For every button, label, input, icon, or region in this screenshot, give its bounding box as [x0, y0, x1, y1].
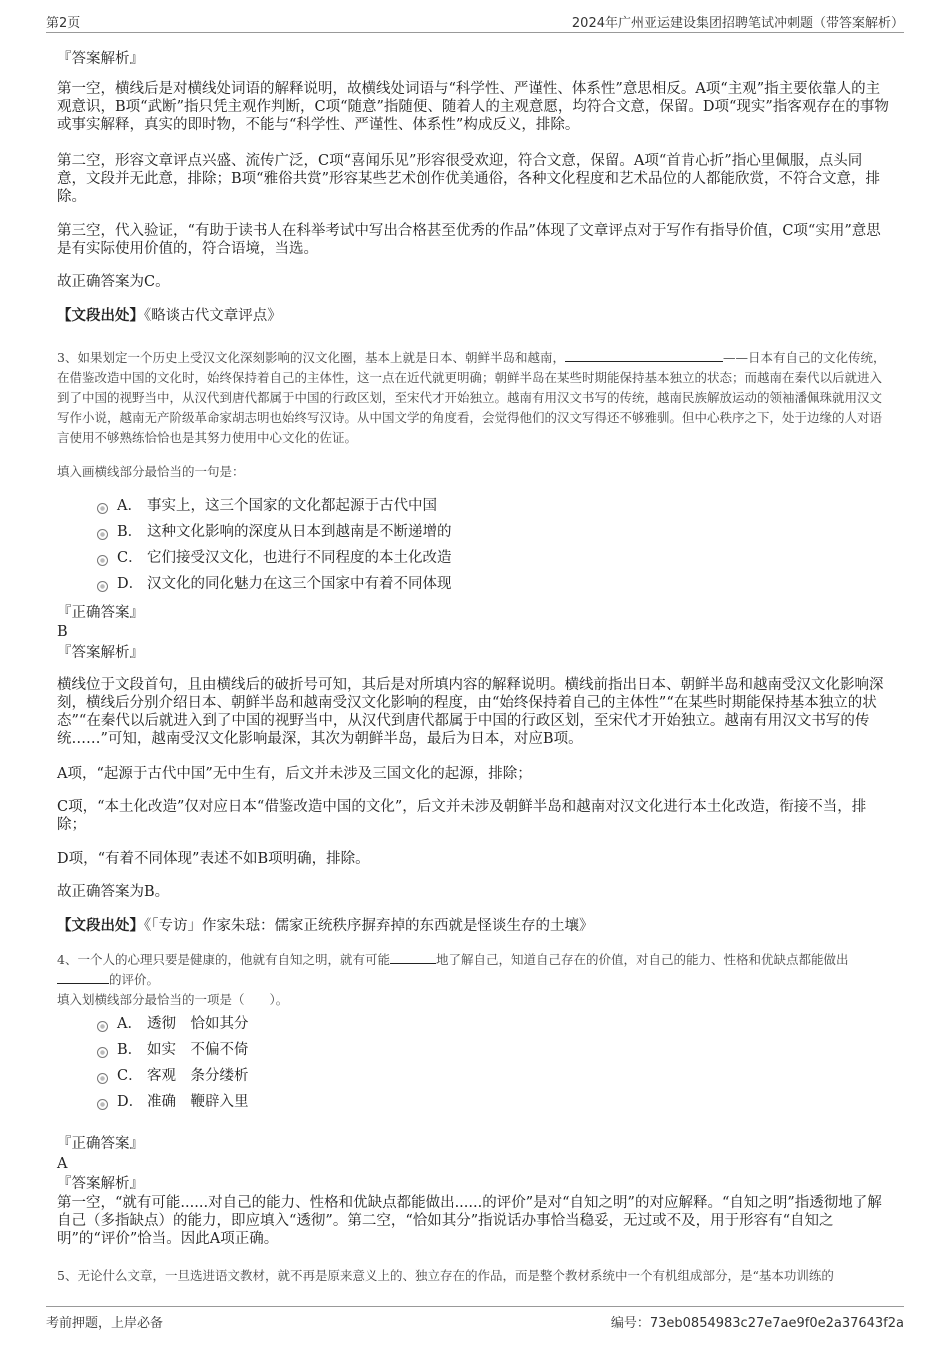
- option-letter: C．: [117, 550, 143, 566]
- option-d[interactable]: [97, 1093, 249, 1111]
- option-b[interactable]: [97, 1041, 249, 1059]
- analysis-paragraph: 第三空，代入验证，“有助于读书人在科举考试中写出合格甚至优秀的作品”体现了文章评点对于写作有指导价值，C项“实用”意思是有实际使用价值的，符合语境，当选。: [57, 223, 881, 257]
- source-label: 【文段出处】: [57, 307, 144, 324]
- answer-label: 『正确答案』: [57, 1136, 144, 1152]
- correct-answer: B: [57, 624, 68, 640]
- analysis-paragraph: 横线位于文段首句，且由横线后的破折号可知，其后是对所填内容的解释说明。横线前指出日本、朝鲜半岛和越南受汉文化影响深刻，横线后分别介绍日本、朝鲜半岛和越南受汉文化影响的程度，由“始终保持着自己的主体性”“在某些时期能保持基本独立的状态”“在秦代以后就进入到了中国的视野当中，从汉代到唐代都属于中国的行政区划，至宋代才开始独立。越南有用汉文书写的传统……”可知，越南受汉文化影响最深，其次为朝鲜半岛，最后为日本，对应B项。: [57, 677, 884, 747]
- conclusion: 故正确答案为B。: [57, 884, 170, 900]
- analysis-paragraph: 第一空，横线后是对横线处词语的解释说明，故横线处词语与“科学性、严谨性、体系性”意思相反。A项“主观”指主要依靠人的主观意识，B项“武断”指只凭主观作判断，C项“随意”指随便、随着人的主观意愿，均符合文意，保留。D项“现实”指客观存在的事物或事实解释，真实的即时物，不能与“科学性、严谨性、体系性”构成反义，排除。: [57, 81, 889, 133]
- radio-icon[interactable]: [97, 581, 108, 592]
- question-stem-text: ——日本有自己的文化传统，在借鉴改造中国的文化时，始终保持着自己的主体性，这一点在近代就更明确；朝鲜半岛在某些时期能保持基本独立的状态；而越南在秦代以后就进入到了中国的视野当中，从汉代到唐代都属于中国的行政区划，至宋代才开始独立。越南有用汉文书写的传统，越南民族解放运动的领袖潘佩珠就用汉文写作小说，越南无产阶级革命家胡志明也始终写汉诗。从中国文学的角度看，会觉得他们的汉文写得还不够雅驯。但中心秩序之下，处于边缘的人对语言使用不够熟练恰恰也是其努力使用中心文化的佐证。: [57, 350, 886, 445]
- source-label: 【文段出处】: [57, 917, 144, 934]
- analysis-paragraph: 第二空，形容文章评点兴盛、流传广泛，C项“喜闻乐见”形容很受欢迎，符合文意，保留。A项“首肯心折”指心里佩服，点头同意，文段并无此意，排除；B项“雅俗共赏”形容某些艺术创作优美通俗，各种文化程度和艺术品位的人都能欣赏，不符合文意，排除。: [57, 153, 880, 205]
- option-a[interactable]: [97, 497, 437, 515]
- answer-blank: [390, 963, 436, 964]
- analysis-paragraph: D项，“有着不同体现”表述不如B项明确，排除。: [57, 851, 370, 867]
- option-a[interactable]: [97, 1015, 249, 1033]
- option-c[interactable]: [97, 1067, 249, 1085]
- question-stem-text: 3、如果划定一个历史上受汉文化深刻影响的汉文化圈，基本上就是日本、朝鲜半岛和越南，: [57, 350, 565, 365]
- option-letter: B．: [117, 524, 143, 540]
- radio-icon[interactable]: [97, 1073, 108, 1084]
- correct-answer: A: [57, 1156, 68, 1172]
- document-title: 2024年广州亚运建设集团招聘笔试冲刺题（带答案解析）: [571, 16, 904, 31]
- conclusion: 故正确答案为C。: [57, 274, 170, 290]
- source-text: 《「专访」作家朱琺：儒家正统秩序摒弃掉的东西就是怪谈生存的土壤》: [144, 918, 594, 934]
- option-c[interactable]: [97, 549, 452, 567]
- answer-blank: [57, 983, 109, 984]
- code-label: 编号：: [610, 1316, 650, 1331]
- radio-icon[interactable]: [97, 1021, 108, 1032]
- question-stem: 5、无论什么文章，一旦选进语文教材，就不再是原来意义上的、独立存在的作品，而是整个教材系统中一个有机组成部分，是“基本功训练的: [57, 1268, 834, 1283]
- option-text: 透彻 恰如其分: [147, 1016, 249, 1032]
- analysis-paragraph: 第一空，“就有可能......对自己的能力、性格和优缺点都能做出......的评价”是对“自知之明”的对应解释。“自知之明”指透彻地了解自己（多指缺点）的能力，即应填入“透彻”。第二空，“恰如其分”指说话办事恰当稳妥，无过或不及，用于形容有“自知之明”的“评价”恰当。因此A项正确。: [57, 1195, 882, 1247]
- option-text: 客观 条分缕析: [147, 1068, 249, 1084]
- footer-code: [611, 1312, 904, 1331]
- code-value: 73eb0854983c27e7ae9f0e2a37643f2a: [649, 1316, 904, 1331]
- option-letter: A．: [117, 1016, 142, 1032]
- source-text: 《略谈古代文章评点》: [144, 308, 282, 324]
- question-stem: [57, 950, 891, 990]
- option-letter: C．: [117, 1068, 143, 1084]
- option-text: 汉文化的同化魅力在这三个国家中有着不同体现: [147, 576, 452, 592]
- option-letter: A．: [117, 498, 142, 514]
- option-b[interactable]: [97, 523, 452, 541]
- question-stem: [57, 348, 891, 448]
- footer-slogan: 考前押题，上岸必备: [46, 1316, 164, 1331]
- option-letter: D．: [117, 1094, 144, 1110]
- question-prompt: 填入划横线部分最恰当的一项是（ ）。: [57, 992, 289, 1007]
- analysis-label: 『答案解析』: [57, 645, 144, 661]
- question-stem-text: 地了解自己，知道自己存在的价值，对自己的能力、性格和优缺点都能做出: [435, 952, 849, 967]
- source-line: [57, 307, 282, 325]
- analysis-label: 『答案解析』: [57, 51, 144, 67]
- option-d[interactable]: [97, 575, 452, 593]
- analysis-paragraph: C项，“本土化改造”仅对应日本“借鉴改造中国的文化”，后文并未涉及朝鲜半岛和越南对汉文化进行本土化改造，衔接不当，排除；: [57, 799, 867, 833]
- header-divider: [46, 32, 904, 33]
- footer-divider: [46, 1306, 904, 1307]
- answer-blank: [565, 361, 723, 362]
- option-letter: B．: [117, 1042, 143, 1058]
- radio-icon[interactable]: [97, 555, 108, 566]
- source-line: [57, 917, 594, 935]
- radio-icon[interactable]: [97, 503, 108, 514]
- page-number: 第2页: [46, 16, 81, 31]
- analysis-label: 『答案解析』: [57, 1176, 144, 1192]
- question-stem-text: 的评价。: [109, 972, 160, 987]
- question-prompt: 填入画横线部分最恰当的一句是：: [57, 464, 245, 479]
- option-text: 如实 不偏不倚: [147, 1042, 249, 1058]
- radio-icon[interactable]: [97, 1099, 108, 1110]
- radio-icon[interactable]: [97, 1047, 108, 1058]
- option-text: 事实上，这三个国家的文化都起源于古代中国: [147, 498, 437, 514]
- option-letter: D．: [117, 576, 144, 592]
- answer-label: 『正确答案』: [57, 605, 144, 621]
- question-stem-text: 4、一个人的心理只要是健康的，他就有自知之明，就有可能: [57, 952, 390, 967]
- option-text: 这种文化影响的深度从日本到越南是不断递增的: [147, 524, 452, 540]
- option-text: 它们接受汉文化，也进行不同程度的本土化改造: [147, 550, 452, 566]
- option-text: 准确 鞭辟入里: [147, 1094, 249, 1110]
- radio-icon[interactable]: [97, 529, 108, 540]
- analysis-paragraph: A项，“起源于古代中国”无中生有，后文并未涉及三国文化的起源，排除；: [57, 766, 532, 782]
